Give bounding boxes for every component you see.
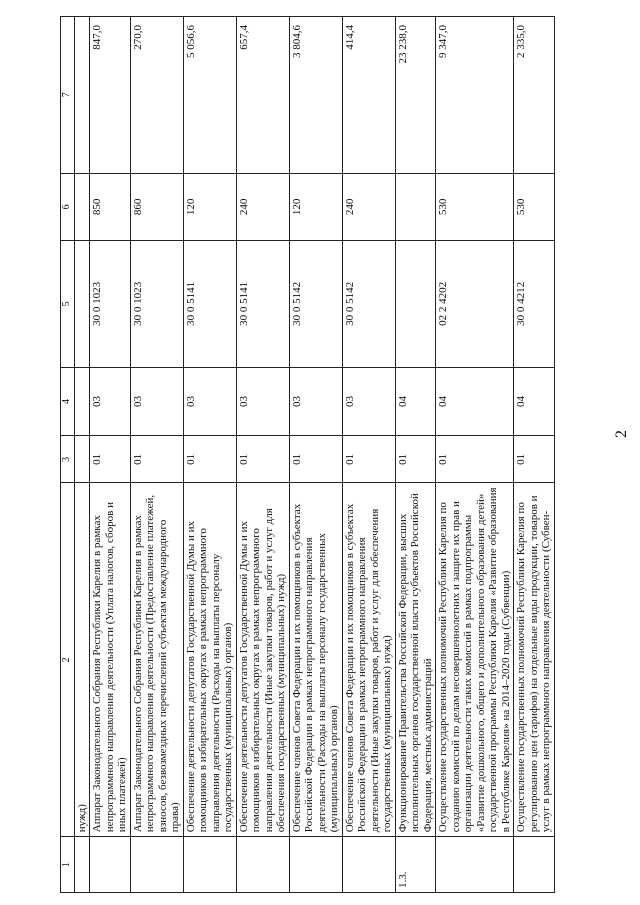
row-target-article — [395, 241, 436, 368]
row-amount: 9 347,0 — [436, 17, 514, 174]
row-target-article: 30 0 5142 — [342, 241, 395, 368]
row-name: Осуществление государственных полномочий Республики Карелия по регулированию цен (тарифов) на отдельные виды продукции, товаров и услуг в рамках непрограммного направления деятельности (Субвен- — [514, 483, 555, 837]
header-col-5: 5 — [61, 241, 75, 368]
row-target-article: 30 0 1023 — [130, 241, 183, 368]
row-target-article: 30 0 5142 — [289, 241, 342, 368]
row-number: 1.3. — [395, 837, 436, 893]
header-col-4: 4 — [61, 367, 75, 436]
row-expense-type — [74, 173, 90, 241]
row-name: нужд) — [74, 483, 90, 837]
row-section: 01 — [395, 436, 436, 483]
table-row — [436, 17, 514, 893]
row-name: Функционирование Правительства Российской Федерации, высших исполнительных органов государственной власти субъектов Российской Федерации, местных администраций — [395, 483, 436, 837]
table-row — [514, 17, 555, 893]
row-target-article: 30 0 1023 — [90, 241, 131, 368]
row-number — [183, 837, 236, 893]
row-section: 01 — [130, 436, 183, 483]
row-subsection — [74, 367, 90, 436]
row-expense-type: 120 — [183, 173, 236, 241]
row-number — [74, 837, 90, 893]
row-subsection: 04 — [436, 367, 514, 436]
row-target-article: 30 0 5141 — [236, 241, 289, 368]
header-col-3: 3 — [61, 436, 75, 483]
row-name: Обеспечение членов Совета Федерации и их помощников в субъектах Российской Федерации в рамках непрограммного направления деятельности (Расходы на выплаты персоналу государственных (муниципальных) органов) — [289, 483, 342, 837]
header-col-7: 7 — [61, 17, 75, 174]
row-name: Обеспечение деятельности депутатов Государственной Думы и их помощников в избирательных округах в рамках непрограммного направления деятельности (Расходы на выплаты персоналу государственных (муниципальных) органов) — [183, 483, 236, 837]
row-expense-type: 530 — [514, 173, 555, 241]
row-subsection: 03 — [236, 367, 289, 436]
row-subsection: 03 — [90, 367, 131, 436]
row-subsection: 03 — [342, 367, 395, 436]
row-section: 01 — [236, 436, 289, 483]
row-number — [289, 837, 342, 893]
row-subsection: 03 — [289, 367, 342, 436]
row-number — [514, 837, 555, 893]
row-name: Аппарат Законодательного Собрания Республики Карелия в рамках непрограммного направления деятельности (Предоставление платежей, взносов, безвозмездных перечислений субъектам международного права) — [130, 483, 183, 837]
row-expense-type: 120 — [289, 173, 342, 241]
row-section: 01 — [342, 436, 395, 483]
row-number — [436, 837, 514, 893]
table-row — [342, 17, 395, 893]
table-header-row — [61, 17, 75, 893]
row-amount: 657,4 — [236, 17, 289, 174]
row-amount: 847,0 — [90, 17, 131, 174]
row-expense-type: 240 — [342, 173, 395, 241]
row-expense-type: 860 — [130, 173, 183, 241]
header-col-2: 2 — [61, 483, 75, 837]
row-section: 01 — [289, 436, 342, 483]
row-expense-type: 240 — [236, 173, 289, 241]
row-target-article: 30 0 5141 — [183, 241, 236, 368]
row-name: Обеспечение членов Совета Федерации и их помощников в субъектах Российской Федерации в рамках непрограммного направления деятельности (Иные закупки товаров, работ и услуг для обеспечения государственных (муниципальных) нужд) — [342, 483, 395, 837]
row-name: Обеспечение деятельности депутатов Государственной Думы и их помощников в избирательных округах в рамках непрограммного направления деятельности (Иные закупки товаров, работ и услуг для обеспечения государственных (муниципальных) нужд) — [236, 483, 289, 837]
row-subsection: 04 — [514, 367, 555, 436]
row-number — [130, 837, 183, 893]
table-row — [289, 17, 342, 893]
row-number — [342, 837, 395, 893]
table-row — [74, 17, 90, 893]
header-col-6: 6 — [61, 173, 75, 241]
row-section: 01 — [90, 436, 131, 483]
row-target-article: 02 2 4202 — [436, 241, 514, 368]
budget-table — [60, 16, 555, 893]
row-subsection: 04 — [395, 367, 436, 436]
row-number — [236, 837, 289, 893]
row-name: Осуществление государственных полномочий Республики Карелия по созданию комиссий по делам несовершеннолетних и защите их прав и организации деятельности таких комиссий в рамках подпрограммы «Развитие дошкольного, общего и дополнительного образования детей» государственной программы Республики Карелия «Развитие образования в Республике Карелия» на 2014–2020 годы (Субвенции) — [436, 483, 514, 837]
row-section: 01 — [183, 436, 236, 483]
table-row — [90, 17, 131, 893]
row-amount: 2 335,0 — [514, 17, 555, 174]
header-col-1: 1 — [61, 837, 75, 893]
page-number: 2 — [613, 430, 630, 438]
row-amount: 23 238,0 — [395, 17, 436, 174]
row-section: 01 — [514, 436, 555, 483]
row-name: Аппарат Законодательного Собрания Республики Карелия в рамках непрограммного направления деятельности (Уплата налогов, сборов и иных платежей) — [90, 483, 131, 837]
row-section: 01 — [436, 436, 514, 483]
row-amount: 3 804,6 — [289, 17, 342, 174]
row-expense-type — [395, 173, 436, 241]
row-number — [90, 837, 131, 893]
row-target-article: 30 0 4212 — [514, 241, 555, 368]
row-amount: 414,4 — [342, 17, 395, 174]
rotated-page-content — [60, 16, 620, 893]
table-row — [236, 17, 289, 893]
row-expense-type: 530 — [436, 173, 514, 241]
row-expense-type: 850 — [90, 173, 131, 241]
row-amount: 5 056,6 — [183, 17, 236, 174]
table-row — [395, 17, 436, 893]
row-amount — [74, 17, 90, 174]
table-row — [183, 17, 236, 893]
row-target-article — [74, 241, 90, 368]
row-subsection: 03 — [183, 367, 236, 436]
row-section — [74, 436, 90, 483]
row-amount: 270,0 — [130, 17, 183, 174]
table-row — [130, 17, 183, 893]
row-subsection: 03 — [130, 367, 183, 436]
